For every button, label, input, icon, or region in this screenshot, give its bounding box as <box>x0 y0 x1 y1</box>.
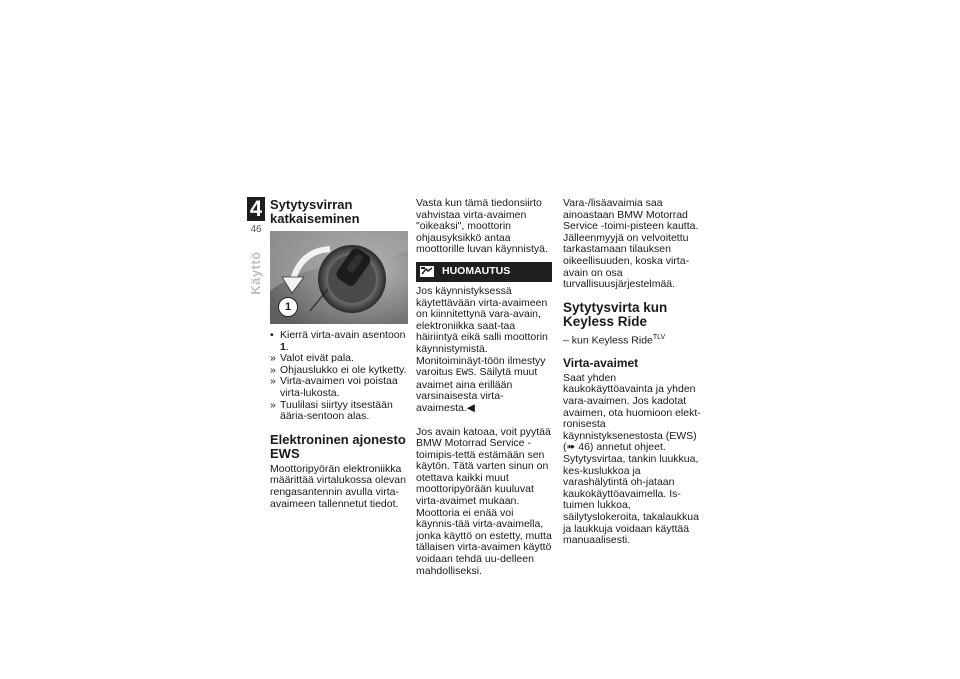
section-title-keyless <box>563 301 701 329</box>
result-marker: » <box>270 352 276 365</box>
keyless-condition <box>563 332 701 347</box>
step-ref: 1 <box>280 340 286 353</box>
list-item <box>270 330 410 353</box>
keys-text: ) annetut ohjeet. Sytytysvirtaa, tankin luukkua, kes-kuslukkoa ja varashälytintä oh-jataan kaukokäyttöavaimella. Is-tuimen lukkoa, säilytyslokeroita, takalaukkua ja laukkuja voidaan käyttää manuaalisesti. <box>563 441 699 547</box>
callout-1: 1 <box>278 297 298 317</box>
step-text: Ohjauslukko ei ole kytketty. <box>280 363 407 376</box>
option-code: TLV <box>652 333 666 341</box>
spare-key-paragraph: Vara-/lisäavaimia saa ainoastaan BMW Motorrad Service -toimi-pisteen kautta. Jälleenmyyjä on velvoitettu tarkastamaan tilauksen oikeellisuuden, koska virta-avain on osa turvallisuusjärjestelmää. <box>563 197 699 291</box>
warning-code: EWS <box>455 368 474 380</box>
section-title-keys: Virta-avaimet <box>563 355 639 370</box>
ews-paragraph: Moottoripyörän elektroniikka määrittää virtalukossa olevan rengasantennin avulla virta-avaimeen tallennetut tiedot. <box>270 462 406 510</box>
result-marker: » <box>270 375 276 388</box>
step-text: Kierrä virta-avain asentoon <box>280 329 406 341</box>
title-line: Sytytysvirran <box>270 197 353 212</box>
disabled-key-paragraph: Moottoria ei enää voi käynnis-tää virta-avaimella, jonka käyttö on estetty, mutta tällaisen virta-avaimen käyttö voidaan tehdä uu-delleen mahdolliseksi. <box>416 506 552 577</box>
page-number: 46 <box>250 224 262 235</box>
title-line: Keyless Ride <box>563 313 648 329</box>
column-1 <box>270 198 410 510</box>
result-marker: » <box>270 363 276 376</box>
list-item <box>270 376 410 399</box>
list-item <box>270 400 410 423</box>
note-paragraph <box>416 286 552 415</box>
page-reference[interactable]: 46 <box>575 441 590 454</box>
column-3 <box>563 198 701 547</box>
keys-paragraph <box>563 373 701 547</box>
note-text: . Säilytä muut avaimet aina erillään varsinaisesta virta-avaimesta. <box>416 366 538 414</box>
lost-key-paragraph: Jos avain katoaa, voit pyytää BMW Motorrad Service -toimipis-tettä estämään sen käytön. Tätä varten sinun on otettava kaikki muut moottoripyörään kuuluvat virta-avaimet mukaan. <box>416 425 551 508</box>
steps-list <box>270 330 410 423</box>
page-reference-arrow-icon: ➠ <box>566 441 576 454</box>
section-tab: Käyttö <box>248 251 263 295</box>
step-text: Valot eivät pala. <box>280 352 354 365</box>
title-line: katkaiseminen <box>270 211 360 226</box>
step-text: Virta-avaimen voi poistaa virta-lukosta. <box>280 375 398 399</box>
column-2 <box>416 198 552 577</box>
note-icon <box>420 266 434 277</box>
note-header <box>416 262 552 282</box>
end-of-note-marker: ◀ <box>466 401 475 414</box>
condition-text: – kun Keyless Ride <box>563 334 653 347</box>
title-line: EWS <box>270 445 300 461</box>
step-tail: . <box>285 340 289 353</box>
keys-text: Saat yhden kaukokäyttöavainta ja yhden vara-avaimen. Jos kadotat avaimen, ota huomioon elekt-ronisesta käynnistyksenestosta (EWS) ( <box>563 371 701 454</box>
note-label: HUOMAUTUS <box>442 265 511 278</box>
title-line: Elektroninen ajonesto <box>270 431 406 447</box>
title-line: Sytytysvirta kun <box>563 299 668 315</box>
chapter-number: 4 <box>247 197 265 221</box>
result-marker: » <box>270 398 276 411</box>
step-text: Tuulilasi siirtyy itsestään ääria-sentoon alas. <box>280 398 393 423</box>
bullet-marker: • <box>270 329 274 341</box>
intro-paragraph: Vasta kun tämä tiedonsiirto vahvistaa virta-avaimen "oikeaksi", moottorin ohjausyksikkö antaa moottorille luvan käynnistyä. <box>416 197 548 256</box>
section-title-ews <box>270 433 410 461</box>
section-title-ignition-off <box>270 198 410 226</box>
note-text: Jos käynnistyksessä käytettävään virta-avaimeen on kiinnitettynä vara-avain, elektroniikka saat-taa häiriintyä eikä salli moottorin käynnistymistä. Monitoiminäyt-töön ilmestyy varoitus <box>416 284 548 379</box>
ignition-switch-photo <box>270 231 408 324</box>
